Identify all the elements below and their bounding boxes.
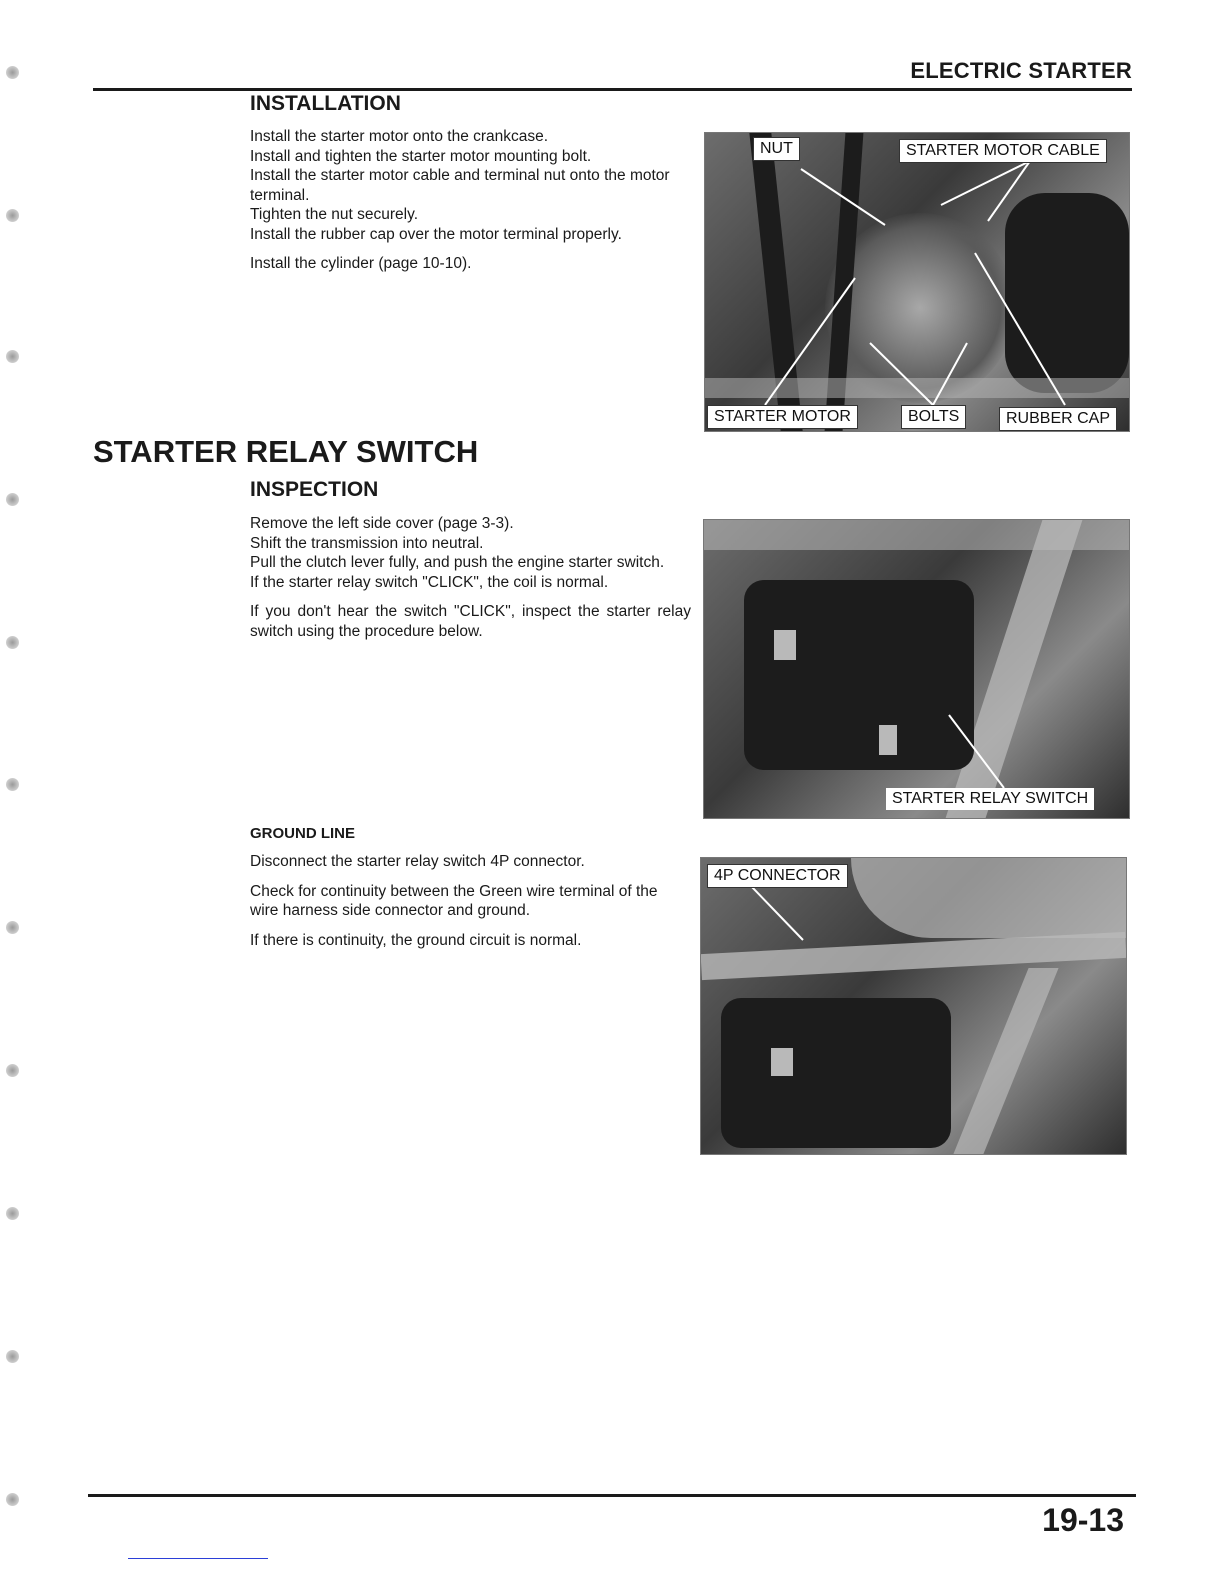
ground-line-heading: GROUND LINE xyxy=(250,825,355,842)
4p-connector-photo xyxy=(700,857,1127,1155)
callout-starter-motor-cable: STARTER MOTOR CABLE xyxy=(899,139,1107,163)
punch-hole xyxy=(6,636,19,649)
punch-hole xyxy=(6,493,19,506)
section-header-title: ELECTRIC STARTER xyxy=(910,58,1132,83)
ground-line-step: If there is continuity, the ground circuit is normal. xyxy=(250,931,582,949)
link-underline xyxy=(128,1558,268,1559)
footer-rule xyxy=(88,1494,1136,1497)
callout-nut: NUT xyxy=(753,137,800,161)
ground-line-text xyxy=(250,852,686,950)
punch-hole xyxy=(6,209,19,222)
section-title: STARTER RELAY SWITCH xyxy=(93,434,479,469)
callout-starter-relay-switch: STARTER RELAY SWITCH xyxy=(886,788,1094,810)
callout-starter-motor: STARTER MOTOR xyxy=(707,405,858,429)
page-number: 19-13 xyxy=(1042,1502,1124,1538)
punch-hole xyxy=(6,1493,19,1506)
punch-hole xyxy=(6,66,19,79)
punch-hole xyxy=(6,1064,19,1077)
inspection-step: Pull the clutch lever fully, and push the engine starter switch. xyxy=(250,554,665,571)
inspection-step: Shift the transmission into neutral. xyxy=(250,534,484,552)
punch-hole xyxy=(6,350,19,363)
callout-4p-connector: 4P CONNECTOR xyxy=(707,864,848,888)
callout-bolts: BOLTS xyxy=(901,405,966,429)
punch-hole xyxy=(6,921,19,934)
punch-hole xyxy=(6,778,19,791)
punch-hole xyxy=(6,1350,19,1363)
ground-line-step: Check for continuity between the Green wire terminal of the wire harness side connector and ground. xyxy=(250,882,658,919)
installation-text xyxy=(250,127,693,274)
installation-step: Install the cylinder (page 10-10). xyxy=(250,255,472,272)
starter-relay-switch-photo xyxy=(703,519,1130,819)
installation-step: Install the starter motor onto the crankcase. xyxy=(250,128,549,145)
installation-heading: INSTALLATION xyxy=(250,92,401,115)
inspection-heading: INSPECTION xyxy=(250,478,379,501)
inspection-step: Remove the left side cover (page 3-3). xyxy=(250,515,514,532)
installation-step: Tighten the nut securely. xyxy=(250,206,419,223)
ground-line-step: Disconnect the starter relay switch 4P connector. xyxy=(250,853,585,870)
installation-step: Install the starter motor cable and terminal nut onto the motor terminal. xyxy=(250,167,670,204)
punch-hole xyxy=(6,1207,19,1220)
installation-step: Install the rubber cap over the motor terminal properly. xyxy=(250,225,622,243)
inspection-step: If the starter relay switch "CLICK", the coil is normal. xyxy=(250,573,609,591)
installation-step: Install and tighten the starter motor mounting bolt. xyxy=(250,147,592,165)
inspection-text xyxy=(250,514,691,641)
callout-rubber-cap: RUBBER CAP xyxy=(999,407,1117,431)
starter-motor-photo xyxy=(704,132,1130,432)
inspection-step: If you don't hear the switch "CLICK", inspect the starter relay switch using the procedure below. xyxy=(250,603,691,640)
header-rule xyxy=(93,88,1132,91)
